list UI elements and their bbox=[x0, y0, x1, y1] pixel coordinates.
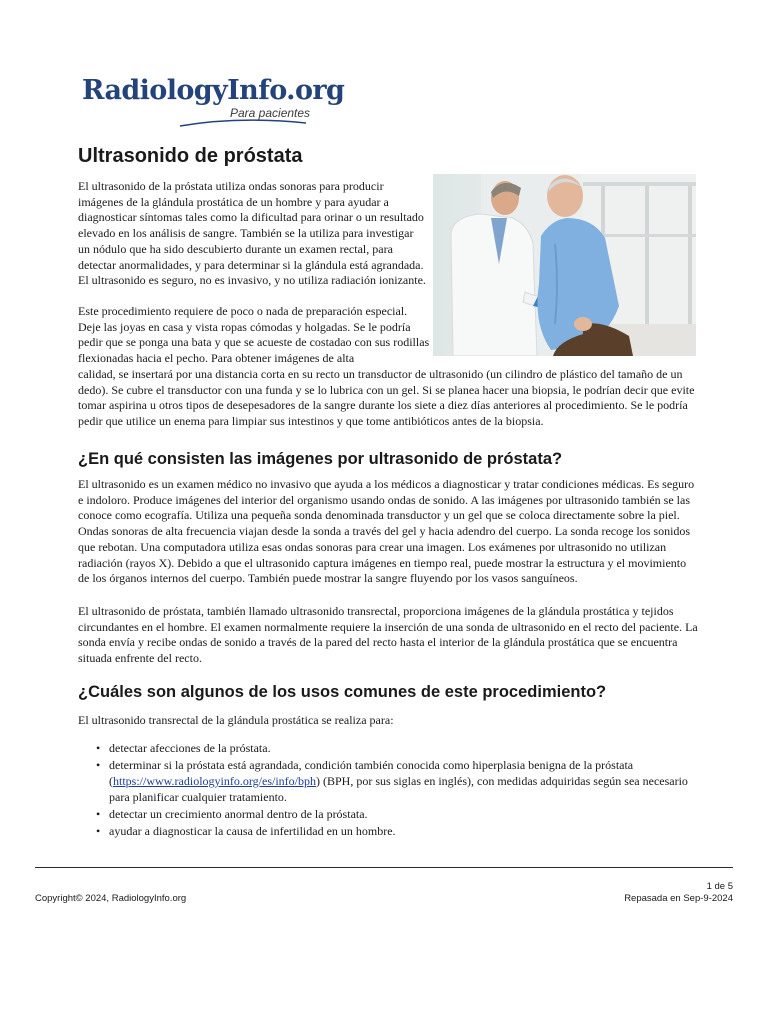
list-item: • detectar un crecimiento anormal dentro de la próstata. bbox=[78, 807, 700, 823]
what-paragraph-2: El ultrasonido de próstata, también llamado ultrasonido transrectal, proporciona imágenes de la glándula prostática y tejidos circundantes en el hombre. El examen normalmente requiere la inserción de una sonda de ultrasonido en el recto del paciente. La sonda envía y recibe ondas de sonido a través de la pared del recto hasta el interior de la glándula prostática que se encuentra situada enfrente del recto. bbox=[78, 604, 698, 666]
preparation-text-part1: Este procedimiento requiere de poco o nada de preparación especial. Deje las joyas en casa y vista ropas cómodas y holgadas. Se le podría pedir que se ponga una bata y que se acueste de costadao con sus rodillas flexionadas hacia el pecho. Para obtener imágenes de alta bbox=[78, 304, 430, 366]
list-item: • detectar afecciones de la próstata. bbox=[78, 741, 700, 757]
list-item: • ayudar a diagnosticar la causa de infertilidad en un hombre. bbox=[78, 824, 700, 840]
footer-divider bbox=[35, 867, 733, 868]
intro-paragraph: El ultrasonido de la próstata utiliza ondas sonoras para producir imágenes de la glándula prostática de un hombre y para ayudar a diagnosticar síntomas tales como la dificultad para orinar o un resultado elevado en los análisis de sangre. También se la utiliza para investigar un nódulo que ha sido descubierto durante un examen rectal, para detectar anormalidades, y para determinar si la glándula está agrandada. El ultrasonido es seguro, no es invasivo, y no utiliza radiación ionizante. bbox=[78, 179, 426, 288]
logo-text: RadiologyInfo.org bbox=[82, 75, 345, 106]
list-item-text: ) (BPH, por sus siglas en inglés), con medidas adquiridas según sea necesario para planificar cualquier tratamiento. bbox=[109, 773, 688, 804]
footer-revised-date: Repasada en Sep-9-2024 bbox=[624, 893, 733, 904]
page-title: Ultrasonido de próstata bbox=[78, 145, 303, 167]
section-heading-uses: ¿Cuáles son algunos de los usos comunes de este procedimiento? bbox=[78, 683, 607, 701]
list-item bbox=[78, 758, 700, 805]
radiologyinfo-logo[interactable] bbox=[82, 75, 345, 128]
preparation-text-part2: calidad, se insertará por una distancia corta en su recto un transductor de ultrasonido (un cilindro de plástico del tamaño de un dedo). Se cubre el transductor con una funda y se lo lubrica con un gel. Si se planea hacer una biopsia, le podrían decir que evite tomar aspirina u otros tipos de desepesadores de la sangre durante los siete a diez días anteriores al procedimiento. Se le podría pedir que utilice un enema para limpiar sus intestinos y que tome antibióticos antes de la biopsia. bbox=[78, 366, 695, 428]
bph-link[interactable]: https://www.radiologyinfo.org/es/info/bph bbox=[113, 773, 316, 788]
list-item-text: determinar si la próstata está agrandada, condición también conocida como hiperplasia benigna de la próstata ( bbox=[109, 758, 634, 788]
logo-tagline: Para pacientes bbox=[230, 106, 311, 120]
what-paragraph-1: El ultrasonido es un examen médico no invasivo que ayuda a los médicos a diagnosticar y tratar condiciones médicas. Es seguro e indoloro. Produce imágenes del interior del organismo usando ondas de sonido. A las imágenes por ultrasonido también se las conoce como ecografía. Utiliza una pequeña sonda denominada transductor y un gel que se coloca directamente sobre la piel. Ondas sonoras de alta frecuencia viajan desde la sonda a través del gel y hacia adendro del cuerpo. La sonda recoge los sonidos que rebotan. Una computadora utiliza esas ondas sonoras para crear una imagen. Los exámenes por ultrasonido no utilizan radiación (rayos X). Debido a que el ultrasonido captura imágenes en tiempo real, puede mostrar la estructura y el movimiento de los órganos internos del cuerpo. También puede mostrar la sangre fluyendo por los vasos sanguíneos. bbox=[78, 477, 695, 586]
preparation-paragraph bbox=[78, 304, 698, 430]
section-heading-what: ¿En qué consisten las imágenes por ultrasonido de próstata? bbox=[78, 450, 563, 468]
footer-copyright: Copyright© 2024, RadiologyInfo.org bbox=[35, 893, 187, 904]
uses-list bbox=[78, 741, 700, 841]
footer-page-number: 1 de 5 bbox=[706, 881, 733, 892]
uses-intro: El ultrasonido transrectal de la glándula prostática se realiza para: bbox=[78, 713, 394, 727]
